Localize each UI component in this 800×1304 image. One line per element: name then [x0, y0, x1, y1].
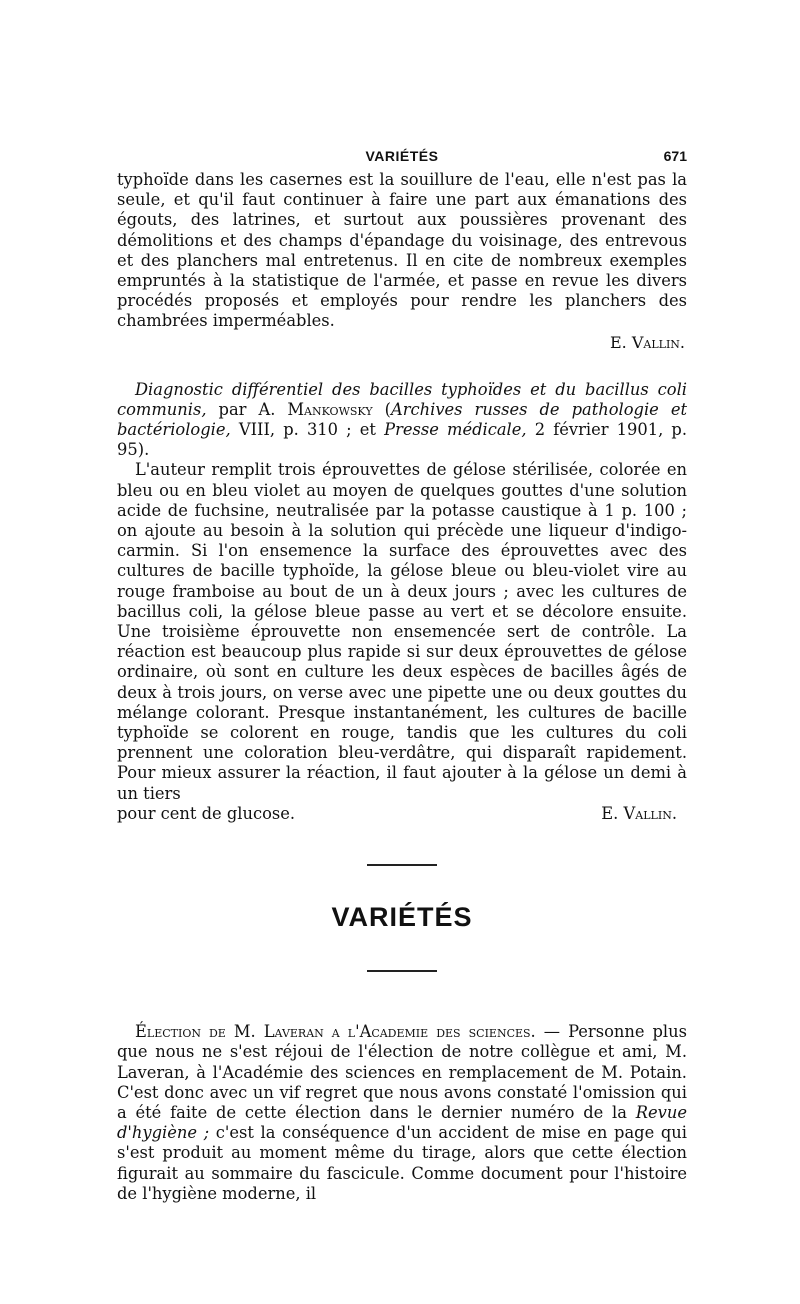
signature-vallin-2: E. Vallin.: [601, 803, 677, 823]
article-closing-line: [117, 804, 687, 824]
article-journal-2: Presse médicale,: [384, 420, 527, 440]
election-journal: Revue d'hygiène ;: [117, 1102, 687, 1143]
paragraph-continuation: typhoïde dans les casernes est la souillure de l'eau, elle n'est pas la seule, et qu'il faut continuer à faire une part aux émanations des égouts, des latrines, et surtout aux poussières provenant des démolitions et des champs d'épandage du voisinage, des entrevous et des planchers mal entretenus. Il en cite de nombreux exemples empruntés à la statistique de l'armée, et passe en revue les divers procédés proposés et employés pour rendre les planchers des chambrées imperméables.: [117, 170, 687, 331]
article-paren: (: [372, 399, 391, 419]
article-ref-2: 2 février 1901, p. 95).: [117, 420, 687, 460]
article-journal-1: Archives russes de pathologie et bactériologie,: [117, 399, 688, 440]
election-text-2: c'est la conséquence d'un accident de mise en page qui s'est produit au moment même du tirage, alors que cette élection figurait au sommaire du fascicule. Comme document pour l'histoire de l'hygiène moderne, il: [117, 1123, 687, 1203]
article-body-last-line: pour cent de glucose.: [117, 803, 296, 823]
running-head-title: VARIÉTÉS: [365, 148, 439, 164]
election-paragraph: [117, 1022, 687, 1204]
signature-vallin: E. Vallin.: [609, 332, 685, 352]
election-dash: —: [535, 1022, 569, 1042]
running-head: [117, 148, 687, 170]
page-number: 671: [663, 148, 687, 164]
article-by: par A.: [206, 399, 288, 419]
article-title: Diagnostic différentiel des bacilles typhoïdes et du bacillus coli communis,: [117, 379, 687, 419]
article-body: L'auteur remplit trois éprouvettes de gélose stérilisée, colorée en bleu ou en bleu violet au moyen de quelques gouttes d'une solution acide de fuchsine, neutralisée par la potasse caustique à 1 p. 100 ; on ajoute au besoin à la solution qui précède une liqueur d'indigo-carmin. Si l'on ensemence la surface des éprouvettes avec des cultures de bacille typhoïde, la gélose bleue ou bleu-violet vire au rouge framboise au bout de un à deux jours ; avec les cultures de bacillus coli, la gélose bleue passe au vert et se décolore ensuite. Une troisième éprouvette non ensemencée sert de contrôle. La réaction est beaucoup plus rapide si sur deux éprouvettes de gélose ordinaire, où sont en culture les deux espèces de bacilles âgés de deux à trois jours, on verse avec une pipette une ou deux gouttes du mélange colorant. Presque instantanément, les cultures de bacille typhoïde se colorent en rouge, tandis que les cultures du coli prennent une coloration bleu-verdâtre, qui disparaît rapidement. Pour mieux assurer la réaction, il faut ajouter à la gélose un demi à un tiers: [117, 460, 687, 803]
article-author: Mankowsky: [287, 399, 373, 419]
page: [117, 148, 687, 1204]
election-text-1: Personne plus que nous ne s'est réjoui de l'élection de notre collègue et ami, M. Laveran, à l'Académie des sciences en remplacement de M. Potain. C'est donc avec un vif regret que nous avons constaté l'omission qui a été faite de cette élection dans le dernier numéro de la: [117, 1022, 687, 1122]
section-title: VARIÉTÉS: [331, 902, 473, 933]
election-heading: Élection de M. Laveran a l'Academie des sciences.: [135, 1022, 536, 1042]
article-ref-1: VIII, p. 310 ; et: [230, 420, 385, 440]
article-heading: [117, 380, 687, 461]
